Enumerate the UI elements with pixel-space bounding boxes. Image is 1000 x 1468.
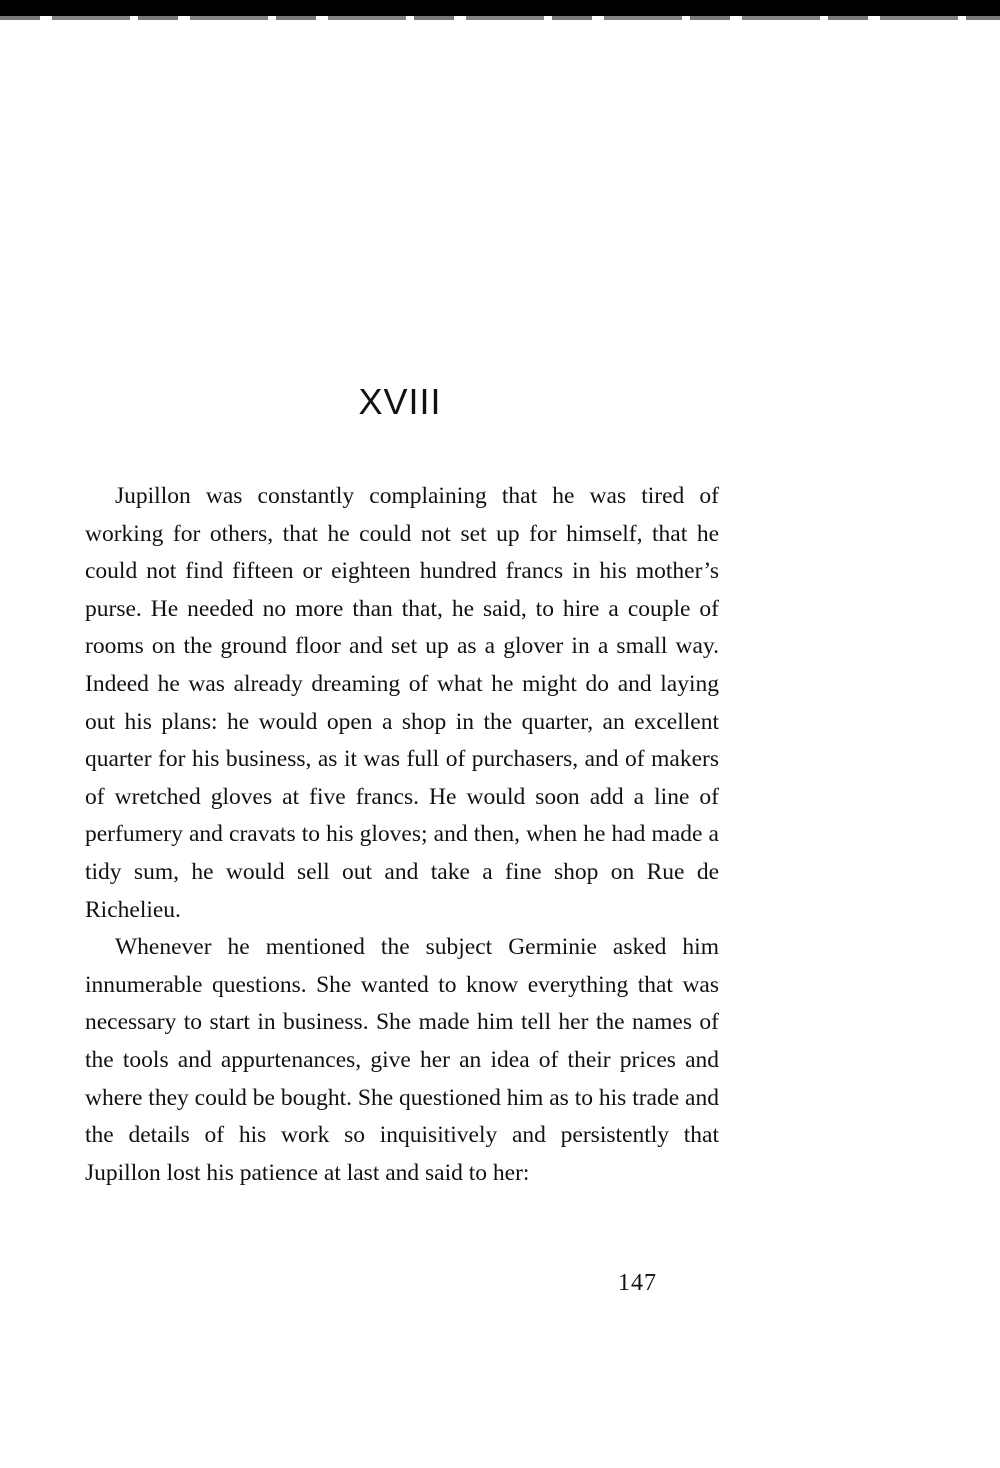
scan-top-edge: [0, 0, 1000, 16]
chapter-heading: XVIII: [358, 381, 442, 422]
paragraph: Jupillon was constantly complaining that he was tired of working for others, that he could not set up for himself, that he could not find fifteen or eighteen hundred francs in his mother’s purse. He needed no more than that, he said, to hire a couple of rooms on the ground floor and set up as a glover in a small way. Indeed he was already dreaming of what he might do and laying out his plans: he would open a shop in the quarter, an excellent quarter for his business, as it was full of purchasers, and of makers of wretched gloves at five francs. He would soon add a line of perfumery and cravats to his gloves; and then, when he had made a tidy sum, he would sell out and take a fine shop on Rue de Richelieu.: [85, 483, 719, 923]
paragraph: Whenever he mentioned the subject Germinie asked him innumerable questions. She wanted to know everything that was necessary to start in business. She made him tell her the names of the tools and appurtenances, give her an idea of their prices and where they could be bought. She questioned him as to his trade and the details of his work so inquisitively and persistently that Jupillon lost his patience at last and said to her:: [85, 934, 719, 1186]
scan-edge-fray: [0, 16, 1000, 20]
page-number: 147: [618, 1270, 657, 1296]
body-text: [85, 478, 719, 1192]
